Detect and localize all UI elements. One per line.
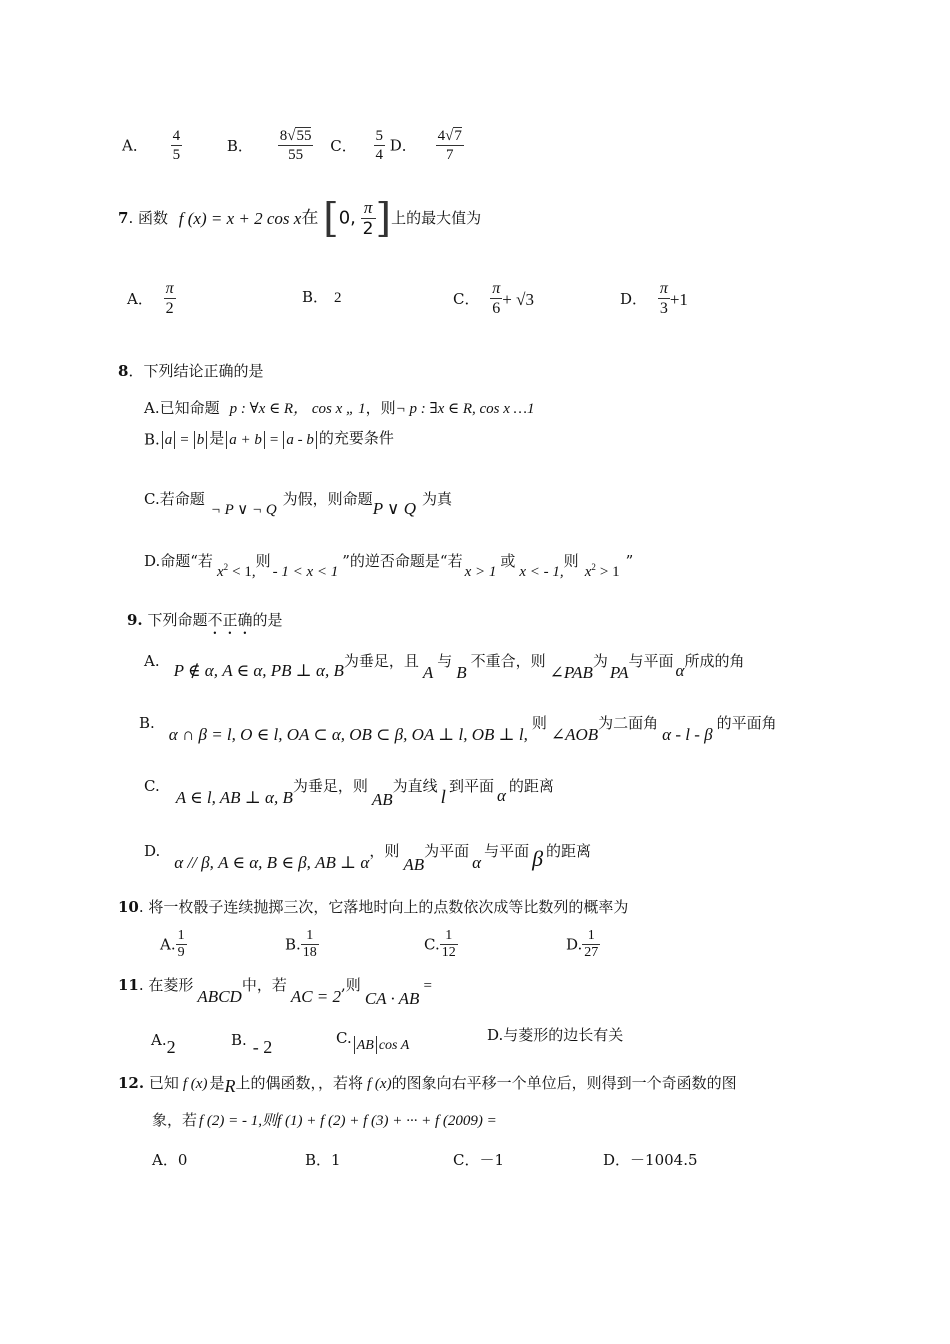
q9-stem: 9. 下列命题不正确的是 bbox=[127, 611, 283, 629]
q7-interval-left: 0, bbox=[338, 207, 356, 229]
q10-option-b: B. $\frac{1}{18}$ bbox=[285, 928, 317, 961]
q11-option-a: A.2 bbox=[151, 1031, 176, 1057]
q7-pre: . 函数 bbox=[128, 208, 168, 227]
q12-stem-line2: 象，若 f (2) = - 1,则f (1) + f (2) + f (3) + ··· + f (2009) = bbox=[152, 1111, 497, 1129]
q9-option-a: A. P ∉ α, A ∈ α, PB ⊥ α, B为垂足，且A与B不重合，则∠PAB为PA与平面 α所成的角 bbox=[144, 652, 745, 682]
q6-option-b-fraction: $\frac{8√55}{55}$ bbox=[279, 128, 312, 164]
q10-option-a: A. $\frac{1}{9}$ bbox=[160, 928, 185, 961]
q7-right-bracket: ] bbox=[375, 195, 392, 242]
q8-option-c: C.若命题¬ P ∨ ¬ Q为假，则命题P ∨ Q 为真 bbox=[144, 490, 452, 518]
q6-options bbox=[122, 128, 464, 164]
q7-interval-right: $\frac{\pi}{2}$ bbox=[362, 198, 374, 239]
q12-option-b: B．1 bbox=[305, 1151, 341, 1169]
q8-option-d: D.命题“若$x^2 < 1$,则- 1 < x < 1”的逆否命题是“若x > 1或x < - 1,则$x^2 > 1$” bbox=[144, 552, 634, 580]
q6-option-d-fraction: $\frac{4√7}{7}$ bbox=[437, 128, 462, 164]
q9-option-b: B.α ∩ β = l, O ∈ l, OA ⊂ α, OB ⊂ β, OA ⊥ l, OB ⊥ l,则∠AOB为二面角α - l - β的平面角 bbox=[139, 714, 777, 744]
q10-stem: 10. 将一枚骰子连续抛掷三次，它落地时向上的点数依次成等比数列的概率为 bbox=[118, 898, 629, 916]
q7-left-bracket: [ bbox=[323, 195, 339, 242]
q6-option-b-label: B． bbox=[226, 136, 253, 155]
q12-option-d: D．－1004.5 bbox=[603, 1151, 698, 1169]
q12-option-a: A．0 bbox=[152, 1151, 188, 1169]
q7-mid: 在 bbox=[301, 207, 319, 228]
q8-option-a: A.已知命题 p : ∀x ∈ R， cos x „ 1，则¬ p : ∃x ∈ R, cos x …1 bbox=[144, 399, 535, 417]
q7-stem bbox=[118, 195, 482, 242]
q9-option-d: D.α // β, A ∈ α, B ∈ β, AB ⊥ α，则AB为平面α与平面 β 的距离 bbox=[144, 842, 592, 874]
q11-option-d: D.与菱形的边长有关 bbox=[487, 1026, 624, 1044]
q11-option-b: B. - 2 bbox=[231, 1031, 273, 1057]
q7-post: 上的最大值为 bbox=[391, 208, 482, 227]
q7-option-a: A． $\frac{\pi}{2}$ bbox=[127, 280, 174, 318]
q11-option-c: C. AB cos A bbox=[336, 1029, 410, 1053]
q7-option-c: C． $\frac{\pi}{6}$ + √3 bbox=[453, 280, 534, 318]
q7-number: 7 bbox=[118, 208, 129, 227]
q7-option-b: B． 2 bbox=[302, 288, 342, 306]
q9-option-c: C.A ∈ l, AB ⊥ α, B为垂足，则AB为直线l到平面 α 的距离 bbox=[144, 777, 554, 809]
q7-option-d: D． $\frac{\pi}{3}$ +1 bbox=[620, 280, 688, 318]
q12-stem-line1: 12. 已知 f (x) 是R上的偶函数，，若将 f (x)的图象向右平移一个单位后，则得到一个奇函数的图 bbox=[118, 1074, 737, 1096]
q6-option-c-label: C． bbox=[330, 136, 357, 155]
q7-function: f (x) = x + 2 cos x bbox=[178, 208, 302, 228]
q11-stem: 11. 在菱形ABCD中，若AC = 2,则CA · AB= bbox=[118, 976, 432, 1008]
q6-option-a-fraction: $\frac{4}{5}$ bbox=[172, 128, 181, 164]
q6-option-a-label: A． bbox=[122, 136, 148, 155]
q6-option-c-fraction: $\frac{5}{4}$ bbox=[375, 128, 383, 164]
q12-option-c: C．－1 bbox=[453, 1151, 505, 1169]
q6-option-d-label: D． bbox=[389, 136, 417, 155]
q10-option-d: D. $\frac{1}{27}$ bbox=[566, 928, 599, 961]
q8-stem: 8．下列结论正确的是 bbox=[118, 362, 264, 380]
q10-option-c: C. $\frac{1}{12}$ bbox=[424, 928, 456, 961]
q8-option-b: B. a = b 是 a + b = a - b 的充要条件 bbox=[144, 429, 394, 449]
